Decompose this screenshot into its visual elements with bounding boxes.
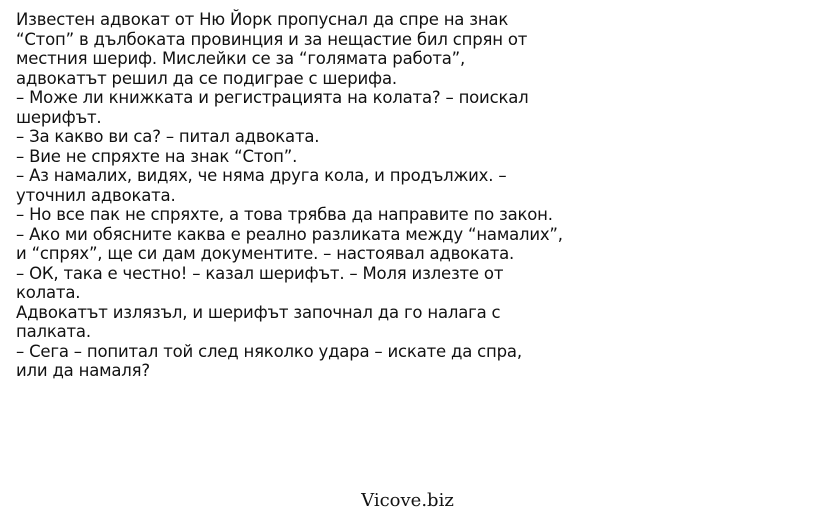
joke-line: шерифът. [16, 107, 102, 127]
joke-line: – Сега – попитал той след няколко удара – искате да спра, [16, 341, 522, 361]
joke-line: Известен адвокат от Ню Йорк пропуснал да спре на знак [16, 10, 509, 29]
joke-line: или да намаля? [16, 361, 150, 380]
joke-line: – Аз намалих, видях, че няма друга кола, и продължих. – [16, 166, 507, 185]
joke-line: – За какво ви са? – питал адвоката. [16, 127, 320, 146]
joke-line: и “спрях”, ще си дам документите. – настоявал адвоката. [16, 244, 515, 263]
joke-line: местния шериф. Мислейки се за “голямата работа”, [16, 49, 466, 68]
joke-line: – ОК, така е честно! – казал шерифът. – Моля излезте от [16, 263, 504, 283]
joke-line: Адвокатът излязъл, и шерифът започнал да го налага с [16, 302, 501, 322]
joke-line: уточнил адвоката. [16, 185, 176, 205]
joke-line: – Но все пак не спряхте, а това трябва да направите по закон. [16, 205, 553, 224]
joke-line: – Ако ми обясните каква е реално разликата между “намалих”, [16, 224, 563, 244]
site-watermark: Vicove.biz [361, 490, 454, 511]
joke-text [16, 10, 806, 381]
joke-line: палката. [16, 322, 91, 341]
joke-line: колата. [16, 283, 81, 302]
joke-line: – Вие не спряхте на знак “Стоп”. [16, 146, 298, 166]
joke-line: – Може ли книжката и регистрацията на колата? – поискал [16, 88, 529, 107]
joke-line: адвокатът решил да се подиграе с шерифа. [16, 68, 397, 88]
joke-line: “Стоп” в дълбоката провинция и за нещастие бил спрян от [16, 29, 528, 49]
